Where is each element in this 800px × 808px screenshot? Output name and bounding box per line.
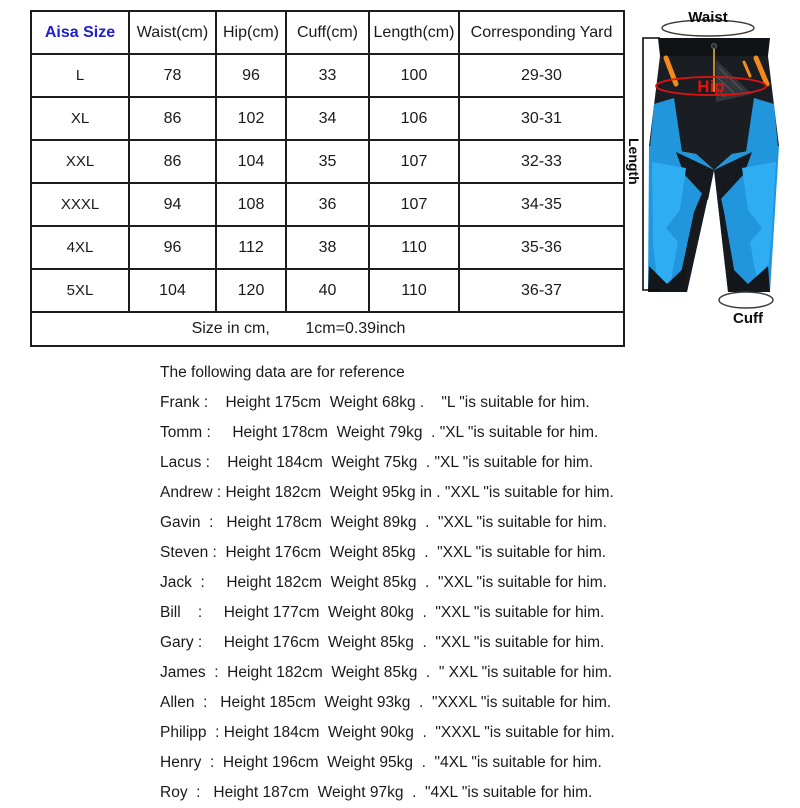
reference-line-jack: Jack : Height 182cm Weight 85kg . "XXL "is suitable for him. [160, 574, 607, 591]
length-label: Length [626, 138, 642, 185]
cell-size: 5XL [31, 269, 129, 312]
waist-label: Waist [688, 9, 728, 26]
cell-length: 106 [369, 97, 459, 140]
table-row-4xl [31, 226, 624, 269]
cell-length: 100 [369, 54, 459, 97]
cell-yard: 36-37 [459, 269, 624, 312]
cell-length: 110 [369, 226, 459, 269]
cell-yard: 29-30 [459, 54, 624, 97]
reference-line-bill: Bill : Height 177cm Weight 80kg . "XXL "is suitable for him. [160, 604, 605, 621]
table-row-xxxl [31, 183, 624, 226]
cuff-annotation [719, 292, 773, 327]
reference-line-frank: Frank : Height 175cm Weight 68kg . "L "is suitable for him. [160, 394, 590, 411]
column-header-waist: Waist(cm) [129, 11, 216, 54]
cell-size: L [31, 54, 129, 97]
cell-size: 4XL [31, 226, 129, 269]
table-header-row [31, 11, 624, 54]
cell-size: XL [31, 97, 129, 140]
cell-size: XXXL [31, 183, 129, 226]
waist-annotation [662, 9, 754, 36]
cell-cuff: 34 [286, 97, 369, 140]
cell-hip: 112 [216, 226, 286, 269]
pants-measurement-diagram [620, 0, 800, 340]
cell-waist: 96 [129, 226, 216, 269]
reference-line-henry: Henry : Height 196cm Weight 95kg . "4XL "is suitable for him. [160, 754, 602, 771]
reference-line-lacus: Lacus : Height 184cm Weight 75kg . "XL "is suitable for him. [160, 454, 594, 471]
cell-hip: 104 [216, 140, 286, 183]
cell-size: XXL [31, 140, 129, 183]
hip-label: Hip [697, 77, 725, 96]
reference-line-roy: Roy : Height 187cm Weight 97kg . "4XL "is suitable for him. [160, 784, 593, 801]
column-header-hip: Hip(cm) [216, 11, 286, 54]
cell-hip: 120 [216, 269, 286, 312]
cell-cuff: 35 [286, 140, 369, 183]
cell-waist: 104 [129, 269, 216, 312]
cell-waist: 78 [129, 54, 216, 97]
cell-cuff: 36 [286, 183, 369, 226]
reference-line-allen: Allen : Height 185cm Weight 93kg . "XXXL "is suitable for him. [160, 694, 612, 711]
table-footer-row [31, 312, 624, 346]
cell-cuff: 33 [286, 54, 369, 97]
size-table [30, 10, 625, 347]
cell-waist: 86 [129, 140, 216, 183]
cell-hip: 102 [216, 97, 286, 140]
cell-waist: 86 [129, 97, 216, 140]
column-header-length: Length(cm) [369, 11, 459, 54]
cell-yard: 30-31 [459, 97, 624, 140]
cell-waist: 94 [129, 183, 216, 226]
cell-length: 110 [369, 269, 459, 312]
reference-line-steven: Steven : Height 176cm Weight 85kg . "XXL "is suitable for him. [160, 544, 607, 561]
reference-title: The following data are for reference [160, 364, 405, 381]
column-header-aisa-size: Aisa Size [31, 11, 129, 54]
reference-line-gary: Gary : Height 176cm Weight 85kg . "XXL "is suitable for him. [160, 634, 605, 651]
column-header-cuff: Cuff(cm) [286, 11, 369, 54]
waist-button [711, 43, 716, 48]
cell-yard: 35-36 [459, 226, 624, 269]
reference-section [160, 358, 615, 808]
reference-line-gavin: Gavin : Height 178cm Weight 89kg . "XXL "is suitable for him. [160, 514, 607, 531]
reference-line-james: James : Height 182cm Weight 85kg . " XXL "is suitable for him. [160, 664, 613, 681]
reference-line-andrew: Andrew : Height 182cm Weight 95kg in . "XXL "is suitable for him. [160, 484, 614, 501]
cell-hip: 96 [216, 54, 286, 97]
reference-line-tomm: Tomm : Height 178cm Weight 79kg . "XL "is suitable for him. [160, 424, 599, 441]
cuff-label: Cuff [733, 310, 763, 327]
table-row-xl [31, 97, 624, 140]
table-row-l [31, 54, 624, 97]
cell-cuff: 38 [286, 226, 369, 269]
cell-yard: 32-33 [459, 140, 624, 183]
table-row-5xl [31, 269, 624, 312]
reference-line-philipp: Philipp : Height 184cm Weight 90kg . "XXXL "is suitable for him. [160, 724, 615, 741]
table-footer-note: Size in cm, 1cm=0.39inch [31, 312, 624, 346]
column-header-corresponding-yard: Corresponding Yard [459, 11, 624, 54]
cell-hip: 108 [216, 183, 286, 226]
table-row-xxl [31, 140, 624, 183]
cell-cuff: 40 [286, 269, 369, 312]
cell-length: 107 [369, 140, 459, 183]
cell-yard: 34-35 [459, 183, 624, 226]
cell-length: 107 [369, 183, 459, 226]
cuff-ellipse [719, 292, 773, 308]
